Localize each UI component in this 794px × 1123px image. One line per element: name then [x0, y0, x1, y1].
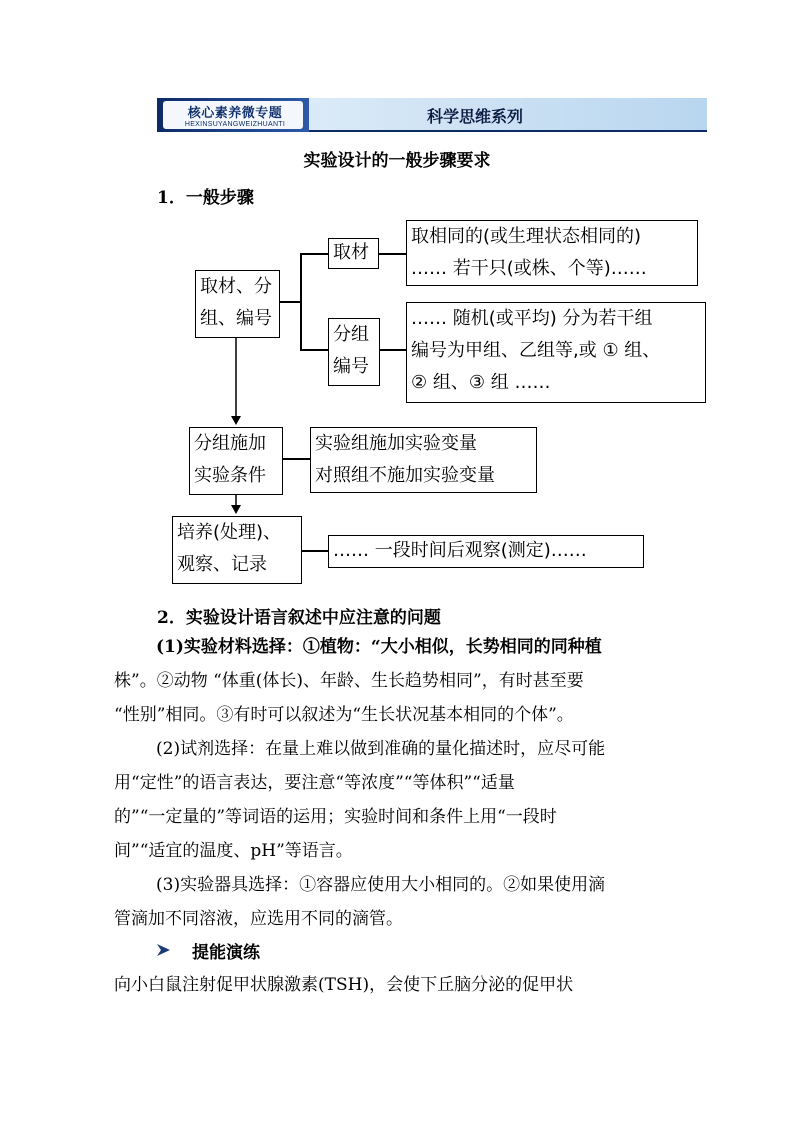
box-line: 实验组施加实验变量	[315, 433, 477, 454]
series-title: 科学思维系列	[426, 107, 523, 126]
box-line: 分组	[333, 324, 369, 345]
box-line: 取材	[333, 242, 369, 263]
connector	[300, 349, 328, 351]
box-line: 取材、分	[200, 276, 272, 297]
connector	[279, 301, 301, 303]
para-line: “性别”相同。③有时可以叙述为“生长状况基本相同的个体”。	[114, 705, 574, 725]
connector	[300, 253, 302, 350]
badge-title: 核心素养微专题	[187, 106, 283, 121]
paragraph-equipment	[114, 868, 692, 936]
para-line: 的”“一定量的”等词语的运用；实验时间和条件上用“一段时	[114, 807, 557, 827]
para-line: 株”。②动物 “体重(体长)、年龄、生长趋势相同”，有时甚至要	[114, 671, 584, 691]
para-line: (3)实验器具选择：①容器应使用大小相同的。②如果使用滴	[156, 875, 606, 895]
para-line: 用“定性”的语言表达，要注意“等浓度”“等体积”“适量	[114, 773, 515, 793]
box-line: 培养(处理)、	[177, 522, 282, 543]
box-line: …… 若干只(或株、个等)……	[411, 258, 647, 279]
box-line: ② 组、③ 组 ……	[411, 372, 551, 393]
paragraph-reagents	[114, 732, 692, 868]
step-box-sampling	[328, 238, 379, 269]
connector	[302, 550, 328, 552]
box-line: 实验条件	[194, 465, 266, 486]
box-line: 分组施加	[194, 433, 266, 454]
section-heading-language: 2．实验设计语言叙述中应注意的问题	[157, 608, 441, 628]
detail-box-culture-record	[328, 535, 644, 568]
connector	[380, 349, 406, 351]
section-heading-steps: 1．一般步骤	[157, 188, 254, 208]
document-title: 实验设计的一般步骤要求	[303, 151, 491, 171]
badge-subtitle: HEXINSUYANGWEIZHUANTI	[184, 121, 286, 128]
arrow-down-icon	[228, 336, 244, 426]
arrow-right-icon	[156, 942, 172, 958]
step-box-culture-record	[172, 516, 302, 584]
box-line: 编号	[333, 356, 369, 377]
detail-box-apply-conditions	[310, 427, 537, 493]
box-line: 组、编号	[200, 308, 272, 329]
box-line: 对照组不施加实验变量	[315, 465, 495, 486]
paragraph-materials	[114, 630, 692, 732]
para-line: 间”“适宜的温度、pH”等语言。	[114, 841, 353, 861]
detail-box-grouping	[406, 302, 706, 403]
para-line: 管滴加不同溶液，应选用不同的滴管。	[114, 909, 403, 929]
box-line: 编号为甲组、乙组等,或 ① 组、	[411, 340, 661, 361]
box-line: …… 一段时间后观察(测定)……	[333, 540, 587, 561]
step-box-grouping	[328, 318, 380, 386]
para-line: (2)试剂选择：在量上难以做到准确的量化描述时，应尽可能	[156, 739, 606, 759]
connector	[282, 458, 310, 460]
connector	[300, 253, 328, 255]
detail-box-sampling	[406, 220, 698, 286]
box-line: 取相同的(或生理状态相同的)	[411, 226, 642, 247]
step-box-sampling-grouping	[195, 270, 280, 338]
practice-text: 向小白鼠注射促甲状腺激素(TSH)，会使下丘脑分泌的促甲状	[114, 975, 574, 995]
box-line: 观察、记录	[177, 554, 267, 575]
connector	[378, 253, 406, 255]
practice-label: 提能演练	[192, 943, 260, 963]
para-line: (1)实验材料选择：①植物：“大小相似，长势相同的同种植	[156, 637, 602, 657]
box-line: …… 随机(或平均) 分为若干组	[411, 308, 653, 329]
step-box-apply-conditions	[189, 427, 283, 495]
arrow-down-icon	[228, 493, 244, 515]
